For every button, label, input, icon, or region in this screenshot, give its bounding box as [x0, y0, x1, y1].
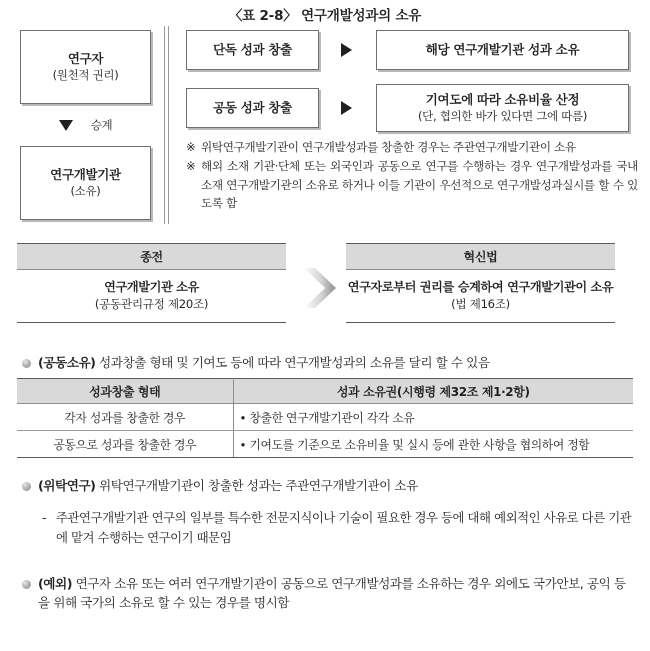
- bullet-joint-ownership-text: [38, 354, 634, 373]
- comparison-old-sub: (공동관리규정 제20조): [94, 297, 209, 312]
- researcher-box-title: 연구자: [67, 51, 104, 67]
- sub-item-entrusted-detail-text: 주관연구개발기관 연구의 일부를 특수한 전문지식이나 기술이 필요한 경우 등에 대해 예외적인 사유로 다른 기관에 맡겨 수행하는 연구이기 때문임: [56, 510, 632, 546]
- comparison-old-main: 연구개발기관 소유: [104, 280, 199, 294]
- reference-mark-icon: ※: [186, 140, 196, 154]
- researcher-box-subtitle: (원천적 권리): [52, 67, 119, 82]
- chevron-right-gradient-icon: [302, 267, 338, 309]
- ownership-diagram: [0, 26, 650, 224]
- table-cell-rights: • 기여도를 기준으로 소유비율 및 실시 등에 관한 사항을 협의하여 정함: [233, 431, 633, 458]
- succession-label: 승계: [90, 118, 113, 132]
- ownership-rights-table: [17, 378, 633, 458]
- bullet-sphere-icon: [22, 482, 31, 491]
- comparison-new-sub: (법 제16조): [451, 297, 510, 312]
- comparison-new-main: 연구자로부터 권리를 승계하여 연구개발기관이 소유: [347, 280, 614, 294]
- diagram-notes: [186, 138, 638, 213]
- flow-result-line1-joint: 기여도에 따라 소유비율 산정: [425, 92, 580, 108]
- institute-box: [20, 146, 151, 220]
- bullet-sphere-icon: [22, 580, 31, 589]
- flow-condition-box-joint: [186, 88, 319, 128]
- bullet-exception-body: 연구자 소유 또는 여러 연구개발기관이 공동으로 연구개발성과를 소유하는 경우 외에도 국가안보, 공익 등을 위해 국가의 소유로 할 수 있는 경우를 명시함: [38, 576, 626, 610]
- diagram-vertical-divider: [164, 26, 170, 224]
- table-header-cell-type: 성과창출 형태: [17, 379, 233, 404]
- comparison-panel-old-body: [17, 270, 286, 323]
- bullet-joint-ownership-label: (공동소유): [38, 355, 96, 370]
- flow-condition-box-single: [186, 30, 319, 70]
- note-item: [186, 157, 638, 213]
- triangle-down-icon: [59, 120, 73, 131]
- comparison-panel-new-header: 혁신법: [346, 243, 615, 270]
- researcher-box: [20, 30, 151, 104]
- table-row: [17, 431, 633, 458]
- bullet-exception-text: [38, 575, 634, 613]
- note-item: [186, 138, 638, 157]
- note-text: 해외 소재 기관·단체 또는 외국인과 공동으로 연구를 수행하는 경우 연구개발성과를 국내 소재 연구개발기관의 소유로 하거나 이들 기관이 우선적으로 연구개발성과실시를 할 수 있도록 함: [201, 158, 638, 211]
- bullet-sphere-icon: [22, 359, 31, 368]
- bullet-entrusted-research-body: 위탁연구개발기관이 창출한 성과는 주관연구개발기관이 소유: [95, 478, 418, 493]
- figure-title: 〈표 2-8〉 연구개발성과의 소유: [228, 8, 422, 24]
- flow-result-box-single: [376, 30, 629, 70]
- table-header-row: [17, 379, 633, 404]
- flow-condition-label-joint: 공동 성과 창출: [213, 99, 292, 115]
- succession-connector: [20, 110, 151, 140]
- table-cell-type: 각자 성과를 창출한 경우: [17, 404, 233, 431]
- triangle-right-icon-single: [341, 43, 352, 57]
- bullet-exception-label: (예외): [38, 576, 73, 591]
- reference-mark-icon: ※: [186, 158, 196, 173]
- bullet-joint-ownership: [22, 354, 634, 373]
- dash-marker-icon: -: [42, 510, 47, 525]
- bullet-joint-ownership-body: 성과창출 형태 및 기여도 등에 따라 연구개발성과의 소유를 달리 할 수 있음: [95, 355, 490, 370]
- flow-result-box-joint: [376, 84, 629, 132]
- bullet-exception: [22, 575, 634, 613]
- triangle-right-icon-joint: [341, 101, 352, 115]
- comparison-panel-new: [346, 243, 615, 323]
- before-after-comparison: [0, 243, 650, 328]
- comparison-panel-old: [17, 243, 286, 323]
- table-header-cell-rights: 성과 소유권(시행령 제32조 제1·2항): [233, 379, 633, 404]
- institute-box-subtitle: (소유): [70, 183, 101, 198]
- institute-box-title: 연구개발기관: [50, 167, 121, 183]
- comparison-panel-old-header: 종전: [17, 243, 286, 270]
- bullet-entrusted-research: [22, 477, 634, 496]
- sub-item-entrusted-detail: [42, 508, 634, 548]
- flow-result-line2-joint: (단, 협의한 바가 있다면 그에 따름): [417, 108, 588, 123]
- table-row: [17, 404, 633, 431]
- table-cell-type: 공동으로 성과를 창출한 경우: [17, 431, 233, 458]
- note-text: 위탁연구개발기관이 연구개발성과를 창출한 경우는 주관연구개발기관이 소유: [201, 140, 576, 154]
- flow-condition-label-single: 단독 성과 창출: [213, 41, 292, 57]
- bullet-entrusted-research-label: (위탁연구): [38, 478, 96, 493]
- bullet-entrusted-research-text: [38, 477, 634, 496]
- table-cell-rights: • 창출한 연구개발기관이 각각 소유: [233, 404, 633, 431]
- flow-result-line1-single: 해당 연구개발기관 성과 소유: [425, 41, 580, 57]
- comparison-panel-new-body: [346, 270, 615, 323]
